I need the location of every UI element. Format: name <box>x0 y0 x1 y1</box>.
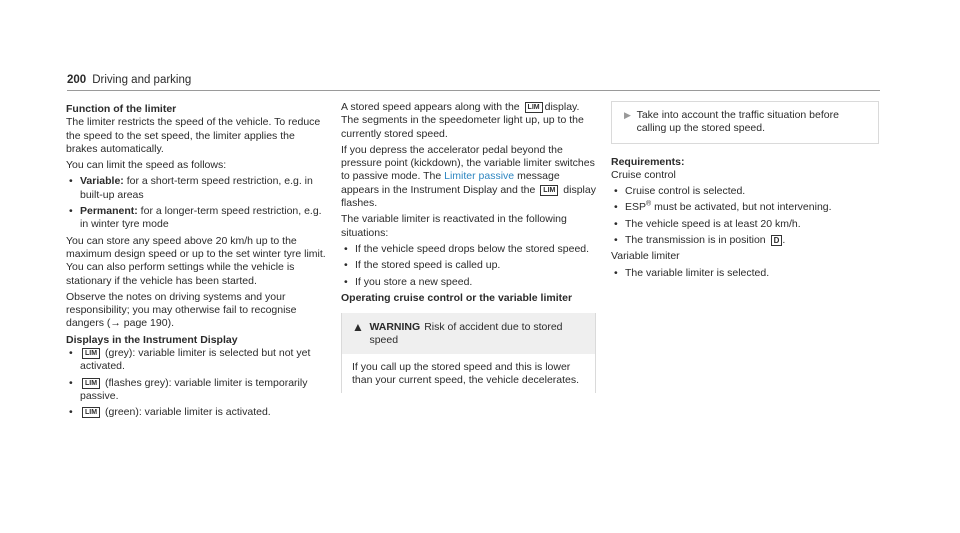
variable-text: for a short-term speed restriction, e.g. in built-up areas <box>80 175 313 201</box>
text: display. The segments in the speedometer light up, up to the currently stored speed. <box>341 101 584 140</box>
tip-text: Take into account the traffic situation before calling up the stored speed. <box>636 109 839 135</box>
text: . <box>782 234 786 247</box>
text: display flashes. <box>341 183 596 210</box>
limiter-passive-link[interactable]: Limiter passive <box>444 170 515 183</box>
text: must be activated, but not intervening. <box>651 201 832 214</box>
display-state-text: (grey): variable limiter is selected but not yet activated. <box>80 347 311 373</box>
heading-function: Function of the limiter <box>66 103 177 115</box>
paragraph: The variable limiter is reactivated in the following situations: <box>341 213 567 239</box>
text: If you depress the accelerator pedal beyond the pressure point (kickdown), the variable limiter switches to passive mode. The <box>341 143 595 183</box>
text: A stored speed appears along with the <box>341 101 520 113</box>
warning-box <box>341 313 596 393</box>
display-state-text: (flashes grey): variable limiter is temporarily passive. <box>80 376 308 402</box>
gear-d-icon: D <box>771 235 783 246</box>
paragraph: The limiter restricts the speed of the vehicle. To reduce the speed to the set speed, the limiter applies the brakes automatically. <box>66 116 321 155</box>
permanent-label: Permanent: <box>80 205 138 218</box>
text: ESP <box>625 201 647 214</box>
list-item: • If you store a new speed. <box>341 276 596 289</box>
paragraph: You can store any speed above 20 km/h up to the maximum design speed or up to the set winter tyre limit. You can also perform settings while the vehicle is stationary if the vehicle has been started. <box>66 234 326 287</box>
list-item <box>611 201 879 214</box>
warning-heading-text <box>369 321 587 348</box>
warning-body: If you call up the stored speed and this is lower than your current speed, the vehicle decelerates. <box>352 360 580 387</box>
list-item <box>66 205 328 232</box>
paragraph: You can limit the speed as follows: <box>66 159 227 172</box>
list-item <box>66 377 328 404</box>
display-states-list <box>66 347 328 419</box>
lim-icon: LIM <box>82 378 100 389</box>
tip-box <box>611 101 879 144</box>
list-item: • If the stored speed is called up. <box>341 259 596 272</box>
variable-limiter-label: Variable limiter <box>611 250 680 263</box>
paragraph <box>341 101 596 141</box>
page-header <box>67 74 191 86</box>
permanent-text: for a longer-term speed restriction, e.g. in winter tyre mode <box>80 205 322 231</box>
list-item <box>66 347 328 374</box>
heading-displays: Displays in the Instrument Display <box>66 333 238 346</box>
paragraph <box>341 144 596 210</box>
play-arrow-icon: ▶ <box>624 110 631 120</box>
lim-icon: LIM <box>540 185 558 196</box>
cruise-requirements-list <box>611 185 879 247</box>
warning-icon: ▲ <box>352 320 364 335</box>
lim-icon: LIM <box>82 348 100 359</box>
limit-mode-list <box>66 175 328 231</box>
limiter-requirements-list <box>611 267 879 280</box>
warning-title: WARNING <box>369 321 421 334</box>
list-item: • If the vehicle speed drops below the stored speed. <box>341 243 596 256</box>
registered-mark: ® <box>646 200 652 208</box>
list-item: • Cruise control is selected. <box>611 185 879 198</box>
list-item: • The vehicle speed is at least 20 km/h. <box>611 218 879 231</box>
warning-subtitle: Risk of accident due to stored speed <box>369 321 563 347</box>
text: The transmission is in position <box>625 234 766 247</box>
lim-icon: LIM <box>525 102 543 113</box>
header-rule <box>67 90 880 91</box>
column-middle <box>341 101 596 393</box>
column-left <box>66 101 328 423</box>
text: message appears in the Instrument Display and the <box>341 170 560 196</box>
paragraph: Observe the notes on driving systems and your responsibility; you may otherwise fail to recognise dangers (→ page 190). <box>66 290 297 330</box>
heading-requirements: Requirements: <box>611 155 685 168</box>
section-title: Driving and parking <box>92 74 192 86</box>
variable-label: Variable: <box>80 175 124 188</box>
list-item: • The variable limiter is selected. <box>611 267 879 280</box>
cruise-control-label: Cruise control <box>611 168 676 181</box>
reactivation-list <box>341 243 596 289</box>
list-item <box>611 234 879 247</box>
warning-header <box>342 313 595 354</box>
lim-icon: LIM <box>82 407 100 418</box>
list-item <box>66 175 328 202</box>
page-number: 200 <box>67 74 87 86</box>
display-state-text: (green): variable limiter is activated. <box>104 406 271 419</box>
column-right <box>611 101 879 283</box>
heading-operating: Operating cruise control or the variable limiter <box>341 291 573 304</box>
list-item <box>66 406 328 419</box>
